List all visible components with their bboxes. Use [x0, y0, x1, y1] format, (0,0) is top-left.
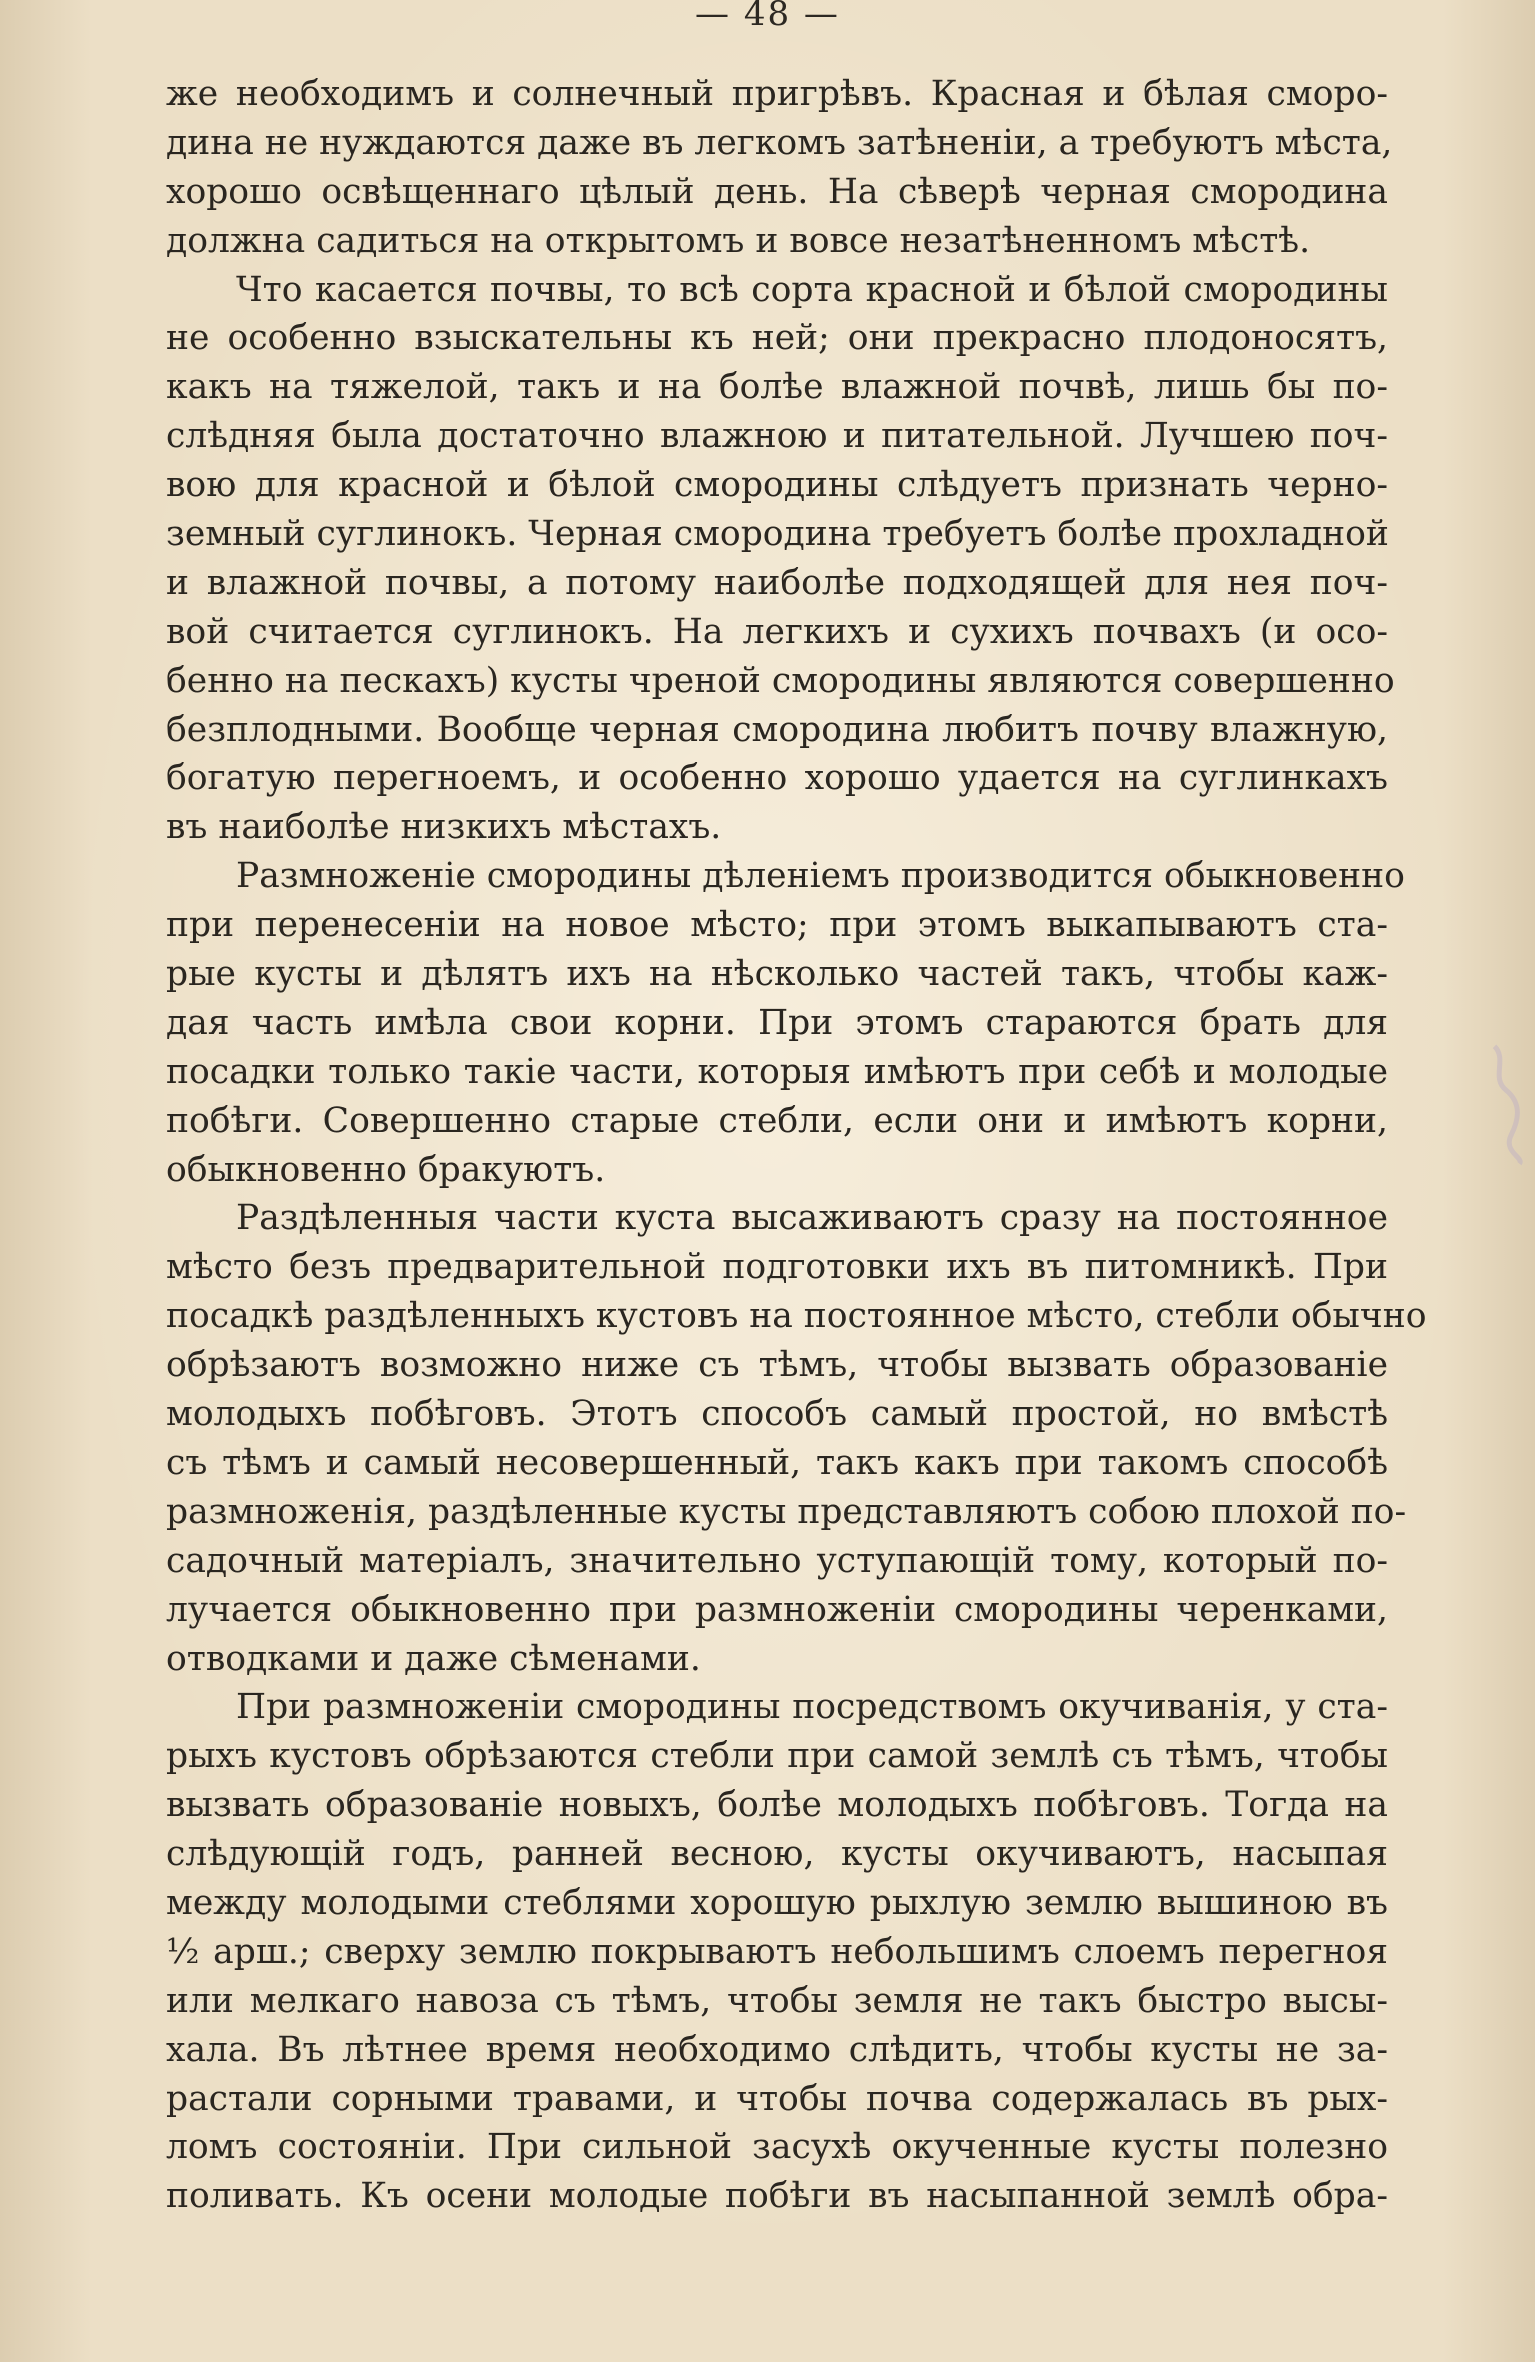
text-line: молодыхъ побѣговъ. Этотъ способъ самый простой, но вмѣстѣ: [166, 1394, 1388, 1435]
text-line: какъ на тяжелой, такъ и на болѣе влажной почвѣ, лишь бы по-: [166, 367, 1388, 408]
text-line: Что касается почвы, то всѣ сорта красной и бѣлой смородины: [236, 269, 1388, 310]
text-line: должна садиться на открытомъ и вовсе незатѣненномъ мѣстѣ.: [166, 220, 1311, 261]
text-line: рыхъ кустовъ обрѣзаются стебли при самой землѣ съ тѣмъ, чтобы: [166, 1736, 1388, 1777]
text-line: не особенно взыскательны къ ней; они прекрасно плодоносятъ,: [166, 318, 1388, 359]
text-line: побѣги. Совершенно старые стебли, если они и имѣютъ корни,: [166, 1100, 1388, 1141]
text-line: обрѣзаютъ возможно ниже съ тѣмъ, чтобы вызвать образованіе: [166, 1345, 1388, 1386]
text-line: Раздѣленныя части куста высаживаютъ сразу на постоянное: [236, 1198, 1388, 1239]
text-line: отводками и даже сѣменами.: [166, 1638, 701, 1679]
page-body-text: [166, 70, 1427, 2221]
text-line: вою для красной и бѣлой смородины слѣдуетъ признать черно-: [166, 465, 1388, 506]
text-line: богатую перегноемъ, и особенно хорошо удается на суглинкахъ: [166, 758, 1388, 799]
text-line: безплодными. Вообще черная смородина любитъ почву влажную,: [166, 709, 1388, 750]
text-line: ломъ состояніи. При сильной засухѣ окученные кусты полезно: [166, 2127, 1388, 2168]
text-line: при перенесеніи на новое мѣсто; при этомъ выкапываютъ ста-: [166, 905, 1388, 946]
text-line: дина не нуждаются даже въ легкомъ затѣненіи, а требуютъ мѣста,: [166, 122, 1393, 163]
text-line: въ наиболѣе низкихъ мѣстахъ.: [166, 807, 722, 848]
text-line: При размноженіи смородины посредствомъ окучиванія, у ста-: [236, 1687, 1388, 1728]
text-line: же необходимъ и солнечный пригрѣвъ. Красная и бѣлая сморо-: [166, 74, 1388, 114]
text-line: съ тѣмъ и самый несовершенный, такъ какъ при такомъ способѣ: [166, 1442, 1388, 1483]
text-line: и влажной почвы, а потому наиболѣе подходящей для нея поч-: [166, 562, 1388, 603]
text-line: обыкновенно бракуютъ.: [166, 1149, 606, 1190]
text-line: мѣсто безъ предварительной подготовки ихъ въ питомникѣ. При: [166, 1247, 1388, 1288]
text-line: размноженія, раздѣленные кусты представляютъ собою плохой по-: [166, 1491, 1407, 1532]
text-line: между молодыми стеблями хорошую рыхлую землю вышиною въ: [166, 1882, 1388, 1923]
text-line: ½ арш.; сверху землю покрываютъ небольшимъ слоемъ перегноя: [166, 1931, 1388, 1972]
text-line: слѣдующій годъ, ранней весною, кусты окучиваютъ, насыпая: [166, 1834, 1388, 1875]
text-line: вой считается суглинокъ. На легкихъ и сухихъ почвахъ (и осо-: [166, 611, 1388, 652]
text-line: дая часть имѣла свои корни. При этомъ стараются брать для: [166, 1002, 1388, 1043]
text-line: посадки только такіе части, которыя имѣютъ при себѣ и молодые: [166, 1051, 1388, 1092]
text-line: или мелкаго навоза съ тѣмъ, чтобы земля не такъ быстро высы-: [166, 1980, 1388, 2021]
text-line: бенно на пескахъ) кусты чреной смородины являются совершенно: [166, 660, 1395, 701]
page-number: — 48 —: [695, 0, 840, 34]
text-line: садочный матеріалъ, значительно уступающій тому, который по-: [166, 1540, 1388, 1581]
text-line: лучается обыкновенно при размноженіи смородины черенками,: [166, 1589, 1388, 1630]
stain-graphic: [1474, 1037, 1535, 1172]
text-line: вызвать образованіе новыхъ, болѣе молодыхъ побѣговъ. Тогда на: [166, 1785, 1388, 1826]
text-line: поливать. Къ осени молодые побѣги въ насыпанной землѣ обра-: [166, 2176, 1388, 2217]
text-line: рые кусты и дѣлятъ ихъ на нѣсколько частей такъ, чтобы каж-: [166, 954, 1388, 995]
text-line: растали сорными травами, и чтобы почва содержалась въ рых-: [166, 2078, 1388, 2119]
text-line: слѣдняя была достаточно влажною и питательной. Лучшею поч-: [166, 416, 1388, 457]
text-line: Размноженіе смородины дѣленіемъ производится обыкновенно: [236, 856, 1405, 897]
text-line: земный суглинокъ. Черная смородина требуетъ болѣе прохладной: [166, 514, 1389, 555]
text-line: хала. Въ лѣтнее время необходимо слѣдить, чтобы кусты не за-: [166, 2029, 1388, 2070]
text-line: посадкѣ раздѣленныхъ кустовъ на постоянное мѣсто, стебли обычно: [166, 1296, 1427, 1337]
ink-stain-mark: [1474, 1037, 1535, 1172]
text-line: хорошо освѣщеннаго цѣлый день. На сѣверѣ черная смородина: [166, 171, 1388, 212]
